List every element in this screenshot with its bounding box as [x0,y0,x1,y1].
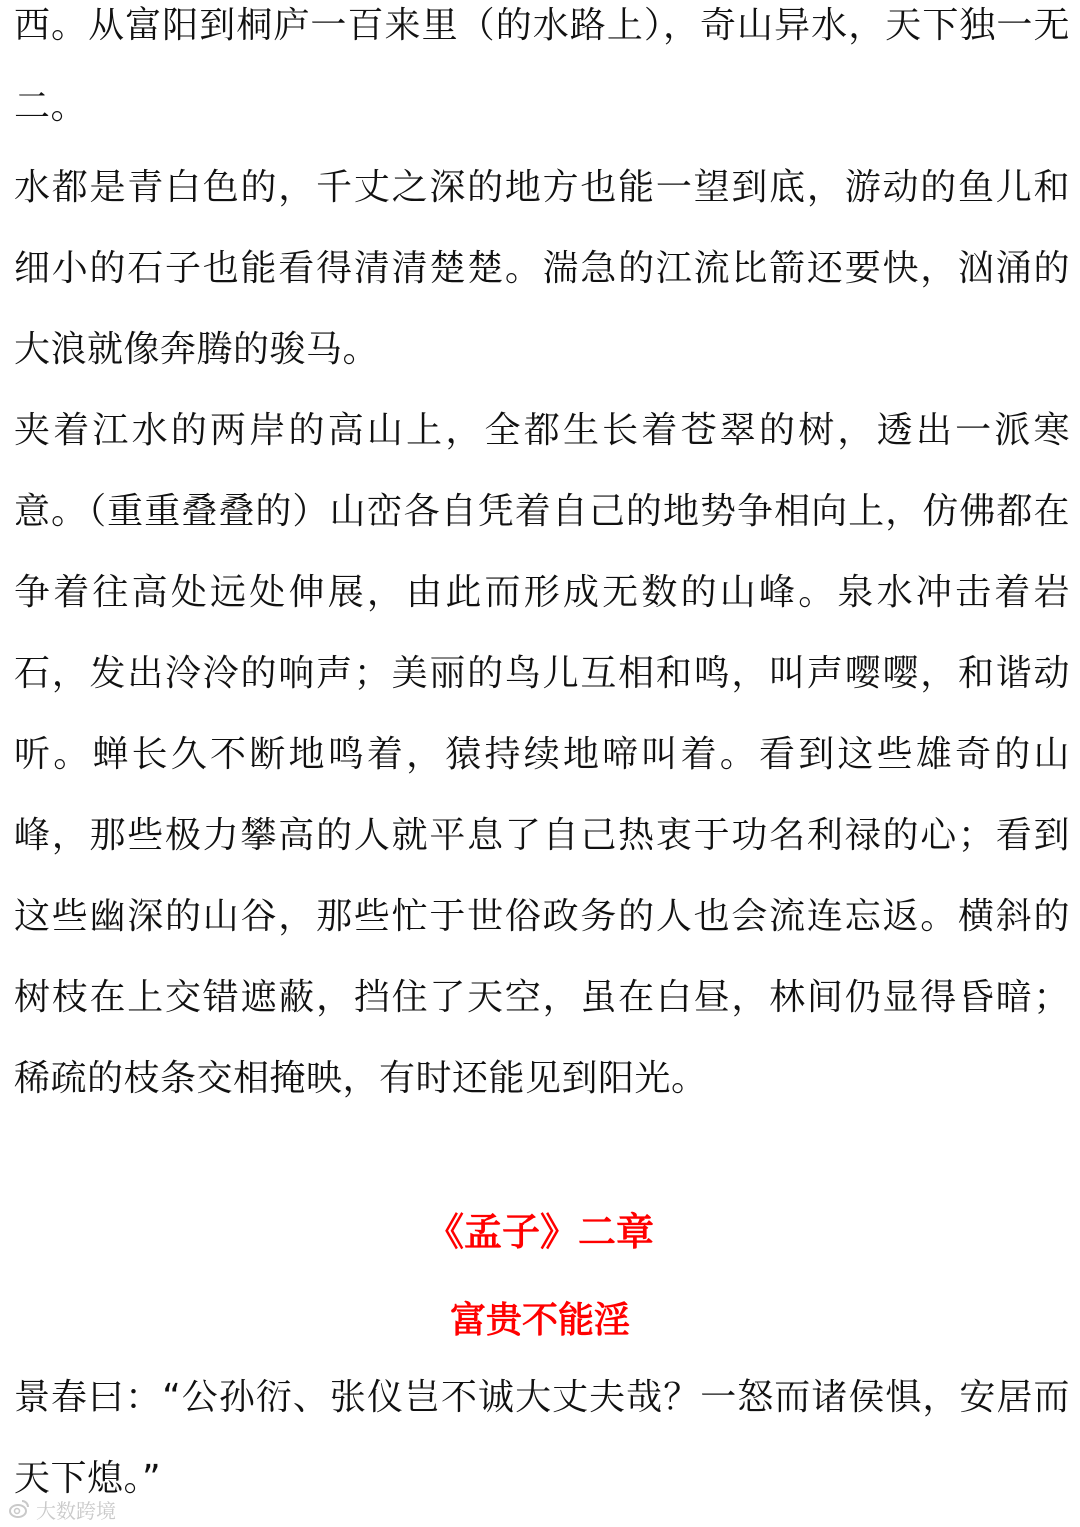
paragraph-1: 西。从富阳到桐庐一百来里（的水路上），奇山异水，天下独一无二。 [14,5,1070,127]
watermark [8,1494,116,1524]
paragraph-4: 景春曰：“公孙衍、张仪岂不诚大丈夫哉？一怒而诸侯惧，安居而天下熄。” [14,1377,1070,1499]
paragraph-3: 夹着江水的两岸的高山上，全都生长着苍翠的树，透出一派寒意。（重重叠叠的）山峦各自凭着自己的地势争相向上，仿佛都在争着往高处远处伸展，由此而形成无数的山峰。泉水冲击着岩石，发出泠泠的响声；美丽的鸟儿互相和鸣，叫声嘤嘤，和谐动听。蝉长久不断地鸣着，猿持续地啼叫着。看到这些雄奇的山峰，那些极力攀高的人就平息了自己热衷于功名利禄的心；看到这些幽深的山谷，那些忙于世俗政务的人也会流连忘返。横斜的树枝在上交错遮蔽，挡住了天空，虽在白昼，林间仍显得昏暗；稀疏的枝条交相掩映，有时还能见到阳光。 [14,410,1070,1099]
weibo-logo-icon [8,1498,30,1520]
section-title: 《孟子》二章 [425,1210,654,1254]
watermark-text: 大数跨境 [36,1498,116,1523]
section-subtitle: 富贵不能淫 [449,1300,630,1341]
paragraph-2: 水都是青白色的，千丈之深的地方也能一望到底，游动的鱼儿和细小的石子也能看得清清楚楚。湍急的江流比箭还要快，汹涌的大浪就像奔腾的骏马。 [14,167,1070,370]
